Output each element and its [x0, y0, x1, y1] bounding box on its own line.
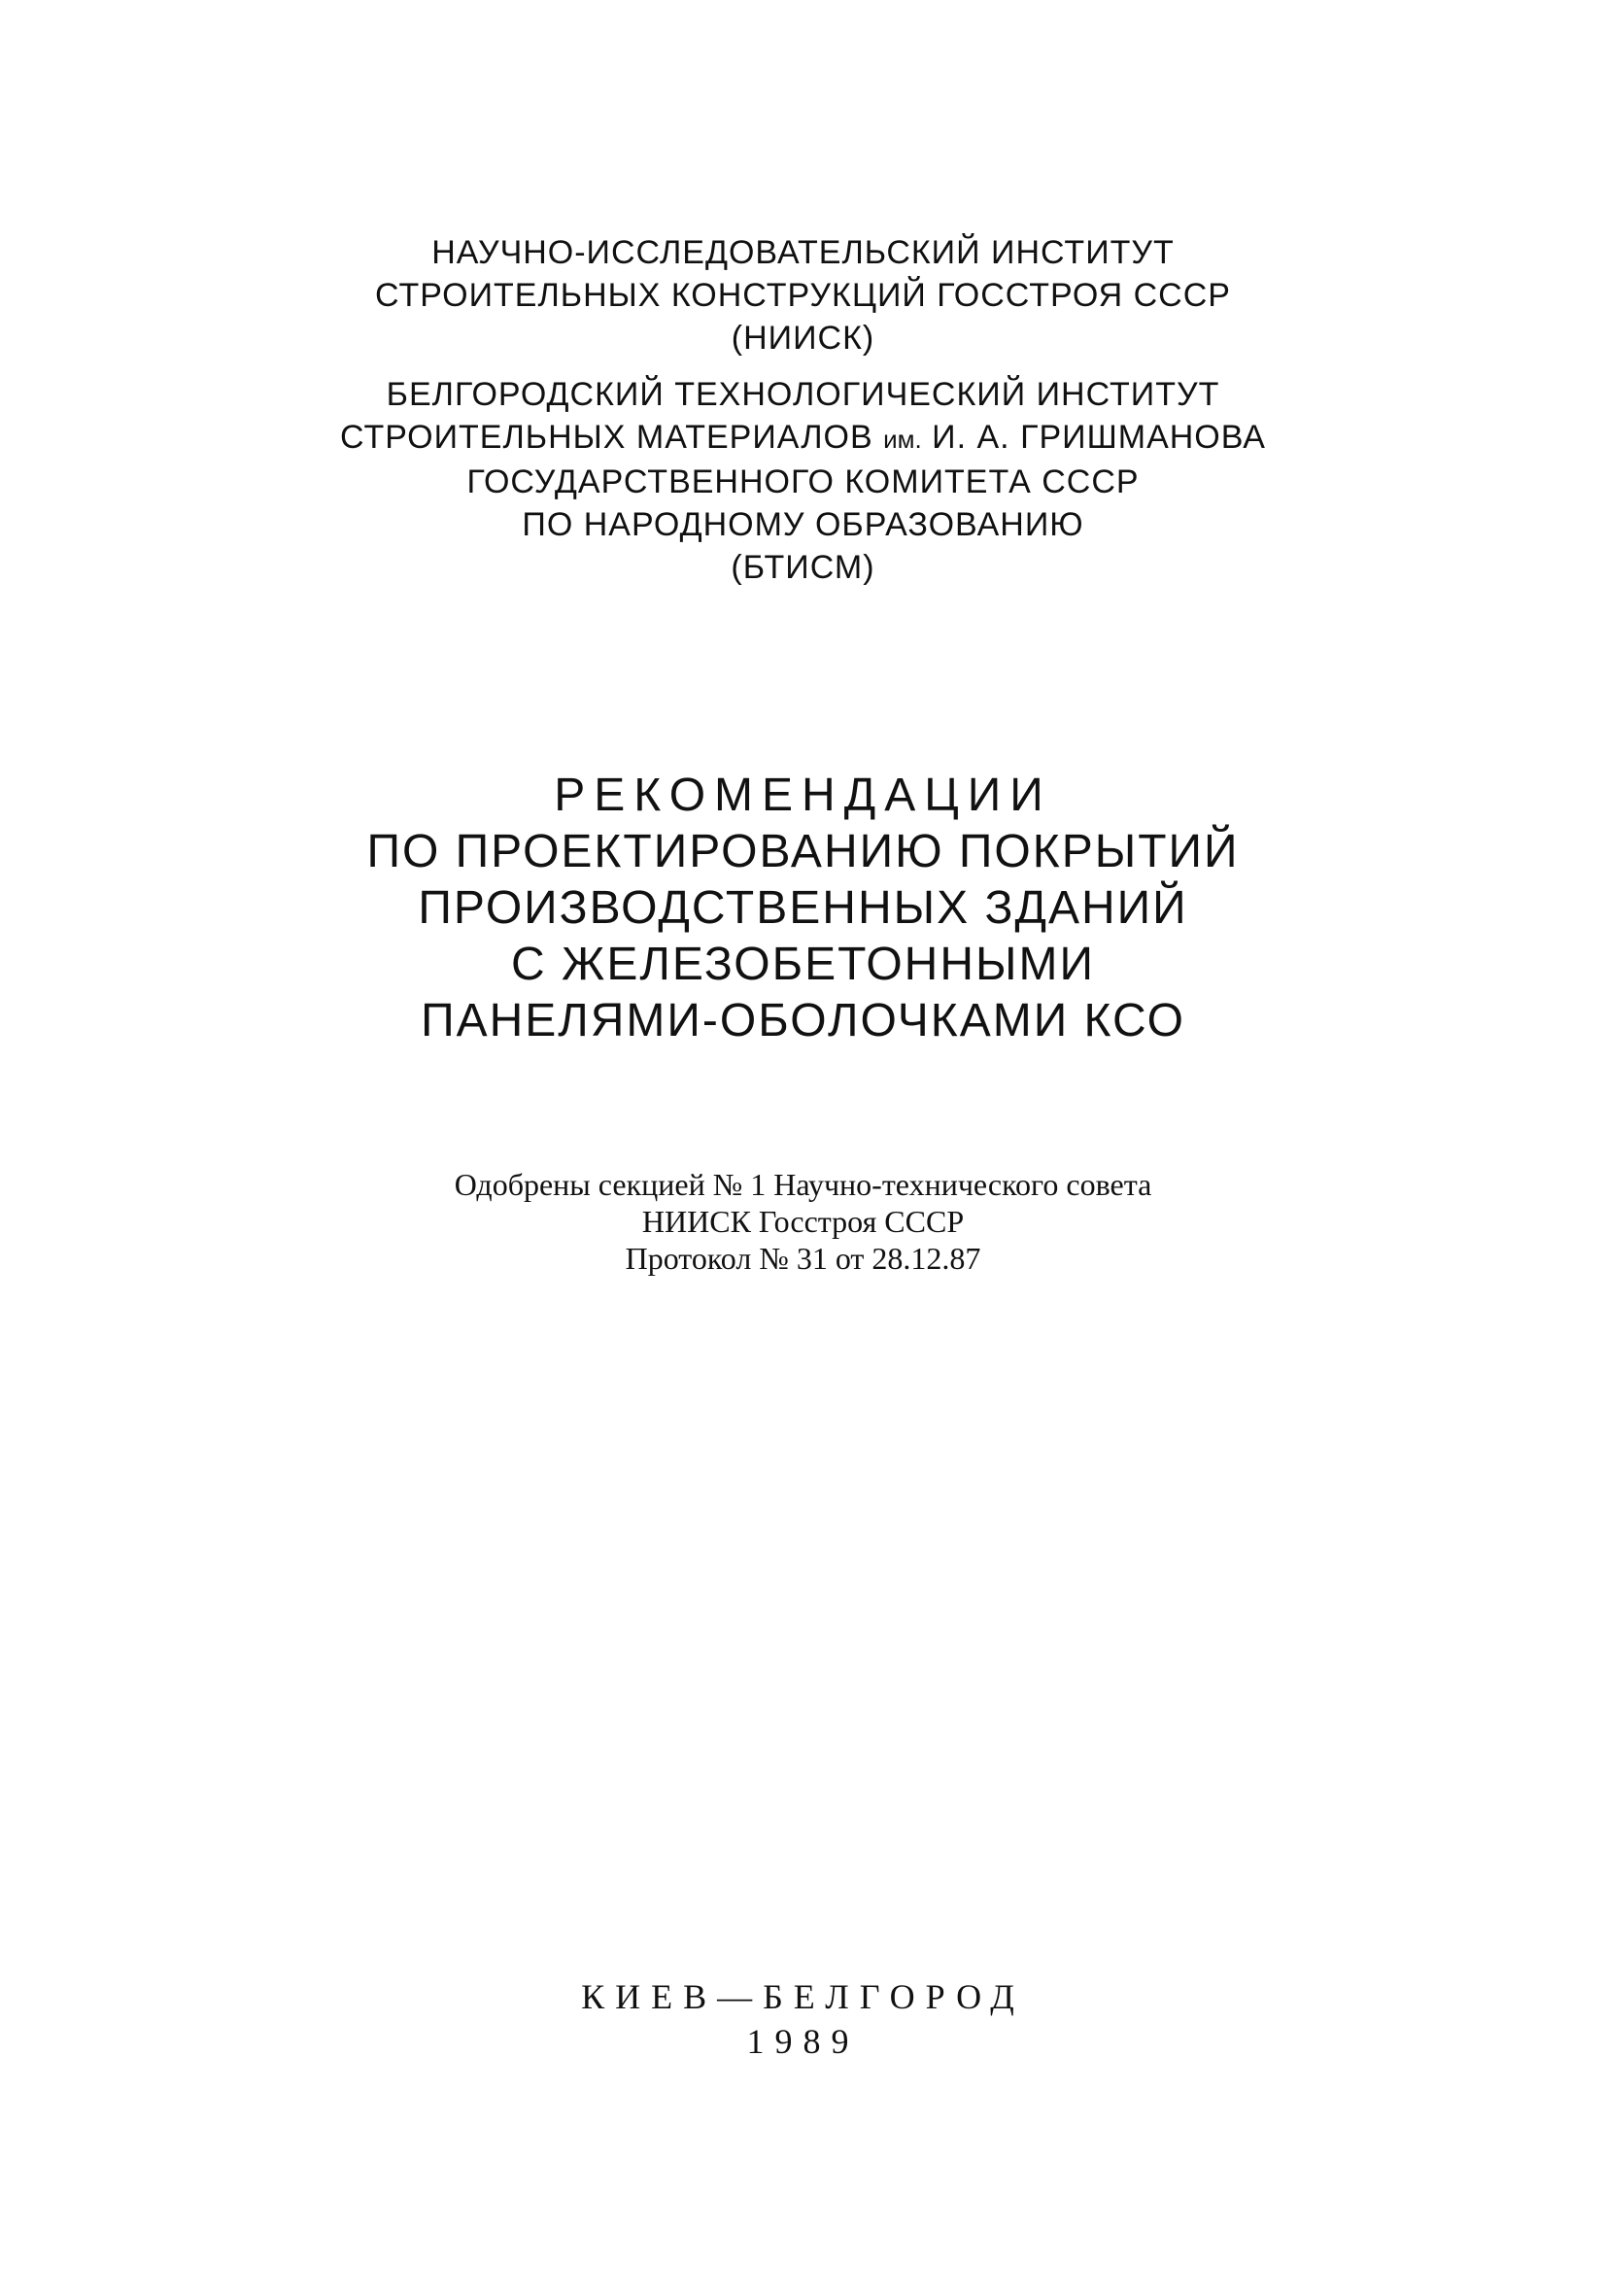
title-line: ПО ПРОЕКТИРОВАНИЮ ПОКРЫТИЙ — [366, 826, 1240, 877]
institution-line-abbrev: им. — [883, 425, 922, 454]
institution-abbreviation: (БТИСМ) — [731, 549, 875, 586]
institution-line: СТРОИТЕЛЬНЫХ КОНСТРУКЦИЙ ГОССТРОЯ СССР — [375, 277, 1231, 314]
institutions-header — [0, 231, 1606, 589]
imprint-place: КИЕВ—БЕЛГОРОД — [581, 1977, 1025, 2016]
institution-line: НАУЧНО-ИССЛЕДОВАТЕЛЬСКИЙ ИНСТИТУТ — [431, 234, 1175, 271]
document-title — [0, 768, 1606, 1049]
institution-line: ГОСУДАРСТВЕННОГО КОМИТЕТА СССР — [466, 463, 1140, 500]
approval-line: НИИСК Госстроя СССР — [641, 1204, 965, 1239]
institution-line — [0, 416, 1606, 461]
imprint-year: 1989 — [746, 2022, 860, 2061]
spacer — [0, 360, 1606, 373]
institution-line: ПО НАРОДНОМУ ОБРАЗОВАНИЮ — [522, 506, 1084, 543]
approval-line: Протокол № 31 от 28.12.87 — [625, 1241, 981, 1276]
imprint — [0, 1974, 1606, 2064]
approval-note — [0, 1166, 1606, 1277]
approval-line: Одобрены секцией № 1 Научно-технического совета — [454, 1167, 1152, 1202]
institution-line: БЕЛГОРОДСКИЙ ТЕХНОЛОГИЧЕСКИЙ ИНСТИТУТ — [386, 376, 1220, 413]
title-line: ПРОИЗВОДСТВЕННЫХ ЗДАНИЙ — [418, 882, 1188, 934]
institution-line-part: СТРОИТЕЛЬНЫХ МАТЕРИАЛОВ — [340, 419, 884, 456]
title-line: ПАНЕЛЯМИ-ОБОЛОЧКАМИ КСО — [421, 995, 1185, 1046]
title-heading: РЕКОМЕНДАЦИИ — [554, 770, 1052, 821]
title-line: С ЖЕЛЕЗОБЕТОННЫМИ — [511, 939, 1095, 990]
institution-line-part: И. А. ГРИШМАНОВА — [921, 419, 1266, 456]
institution-abbreviation: (НИИСК) — [731, 320, 875, 357]
